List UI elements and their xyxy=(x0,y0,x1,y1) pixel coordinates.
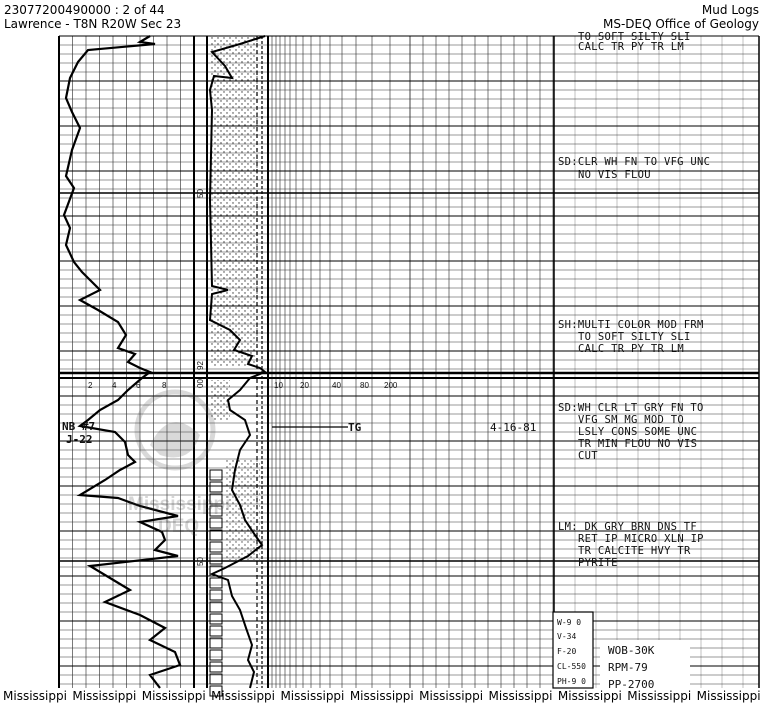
svg-text:SD:CLR WH FN TO VFG UNC: SD:CLR WH FN TO VFG UNC xyxy=(558,156,711,168)
svg-text:CUT: CUT xyxy=(578,450,598,462)
svg-text:CALC TR PY TR LM: CALC TR PY TR LM xyxy=(578,343,684,355)
svg-text:50: 50 xyxy=(196,557,205,566)
svg-text:PYRITE: PYRITE xyxy=(578,557,618,569)
svg-text:F-20: F-20 xyxy=(557,647,577,656)
svg-text:8: 8 xyxy=(162,381,167,390)
footer-label: Mississippi xyxy=(488,689,553,703)
svg-text:V-34: V-34 xyxy=(557,632,577,641)
svg-text:6: 6 xyxy=(136,381,141,390)
drill-rate-curve xyxy=(64,36,180,688)
document-id: 23077200490000 : 2 of 44 xyxy=(4,3,165,17)
svg-text:W-9 0: W-9 0 xyxy=(557,618,582,627)
lithology-descriptions xyxy=(558,31,710,569)
drilling-parameters xyxy=(600,640,690,691)
footer-label: Mississippi xyxy=(211,689,276,703)
svg-text:SD:WH CLR LT GRY FN TO: SD:WH CLR LT GRY FN TO xyxy=(558,402,704,414)
footer-label: Mississippi xyxy=(3,689,67,703)
svg-text:RPM-79: RPM-79 xyxy=(608,661,648,674)
svg-text:SH:MULTI COLOR MOD FRM: SH:MULTI COLOR MOD FRM xyxy=(558,319,704,331)
svg-text:20: 20 xyxy=(300,381,309,390)
footer-label: Mississippi xyxy=(419,689,484,703)
svg-text:CL-550: CL-550 xyxy=(557,662,586,671)
footer-label: Mississippi xyxy=(627,689,692,703)
svg-text:DEQ: DEQ xyxy=(158,516,200,537)
svg-text:TR CALCITE HVY TR: TR CALCITE HVY TR xyxy=(578,545,691,557)
svg-text:50: 50 xyxy=(196,189,205,198)
svg-text:40: 40 xyxy=(332,381,341,390)
svg-text:TR MIN FLOU NO VIS: TR MIN FLOU NO VIS xyxy=(578,438,698,450)
svg-text:00: 00 xyxy=(196,379,205,388)
svg-text:TO SOFT SILTY SLI: TO SOFT SILTY SLI xyxy=(578,331,691,343)
footer-label: Mississippi xyxy=(141,689,206,703)
svg-text:PP-2700: PP-2700 xyxy=(608,678,655,691)
footer-label: Mississippi xyxy=(72,689,137,703)
svg-text:4-16-81: 4-16-81 xyxy=(490,421,537,434)
footer-watermark-row xyxy=(0,688,763,705)
frame-lines xyxy=(59,36,759,688)
svg-text:LSLY CONS SOME UNC: LSLY CONS SOME UNC xyxy=(578,426,698,438)
svg-text:80: 80 xyxy=(360,381,369,390)
footer-label: Mississippi xyxy=(280,689,345,703)
agency-name: MS-DEQ Office of Geology xyxy=(602,17,759,31)
svg-text:10: 10 xyxy=(274,381,283,390)
svg-text:2: 2 xyxy=(88,381,93,390)
svg-text:92: 92 xyxy=(196,361,205,370)
svg-text:4: 4 xyxy=(112,381,117,390)
svg-text:NO VIS FLOU: NO VIS FLOU xyxy=(578,169,651,181)
svg-text:WOB-30K: WOB-30K xyxy=(608,644,655,657)
svg-text:NB #7: NB #7 xyxy=(62,420,96,433)
svg-text:PH-9 0: PH-9 0 xyxy=(557,677,586,686)
svg-text:200: 200 xyxy=(384,381,398,390)
svg-text:Mississippi: Mississippi xyxy=(128,494,231,515)
log-grid xyxy=(59,36,759,688)
svg-text:TG: TG xyxy=(348,421,362,434)
annotations xyxy=(62,420,536,446)
svg-text:TO SOFT SILTY SLI: TO SOFT SILTY SLI xyxy=(578,31,691,43)
footer-label: Mississippi xyxy=(696,689,761,703)
footer-label: Mississippi xyxy=(557,689,622,703)
svg-text:CALC TR PY TR LM: CALC TR PY TR LM xyxy=(578,41,684,53)
footer-label: Mississippi xyxy=(349,689,414,703)
well-location: Lawrence - T8N R20W Sec 23 xyxy=(4,17,182,31)
svg-text:J-22: J-22 xyxy=(66,433,93,446)
svg-text:RET IP MICRO XLN IP: RET IP MICRO XLN IP xyxy=(578,533,704,545)
svg-text:LM: DK GRY BRN DNS TF: LM: DK GRY BRN DNS TF xyxy=(558,521,698,533)
mud-properties-box xyxy=(553,612,593,688)
svg-text:VFG SM MG MOD TO: VFG SM MG MOD TO xyxy=(578,414,684,426)
log-type: Mud Logs xyxy=(701,3,759,17)
